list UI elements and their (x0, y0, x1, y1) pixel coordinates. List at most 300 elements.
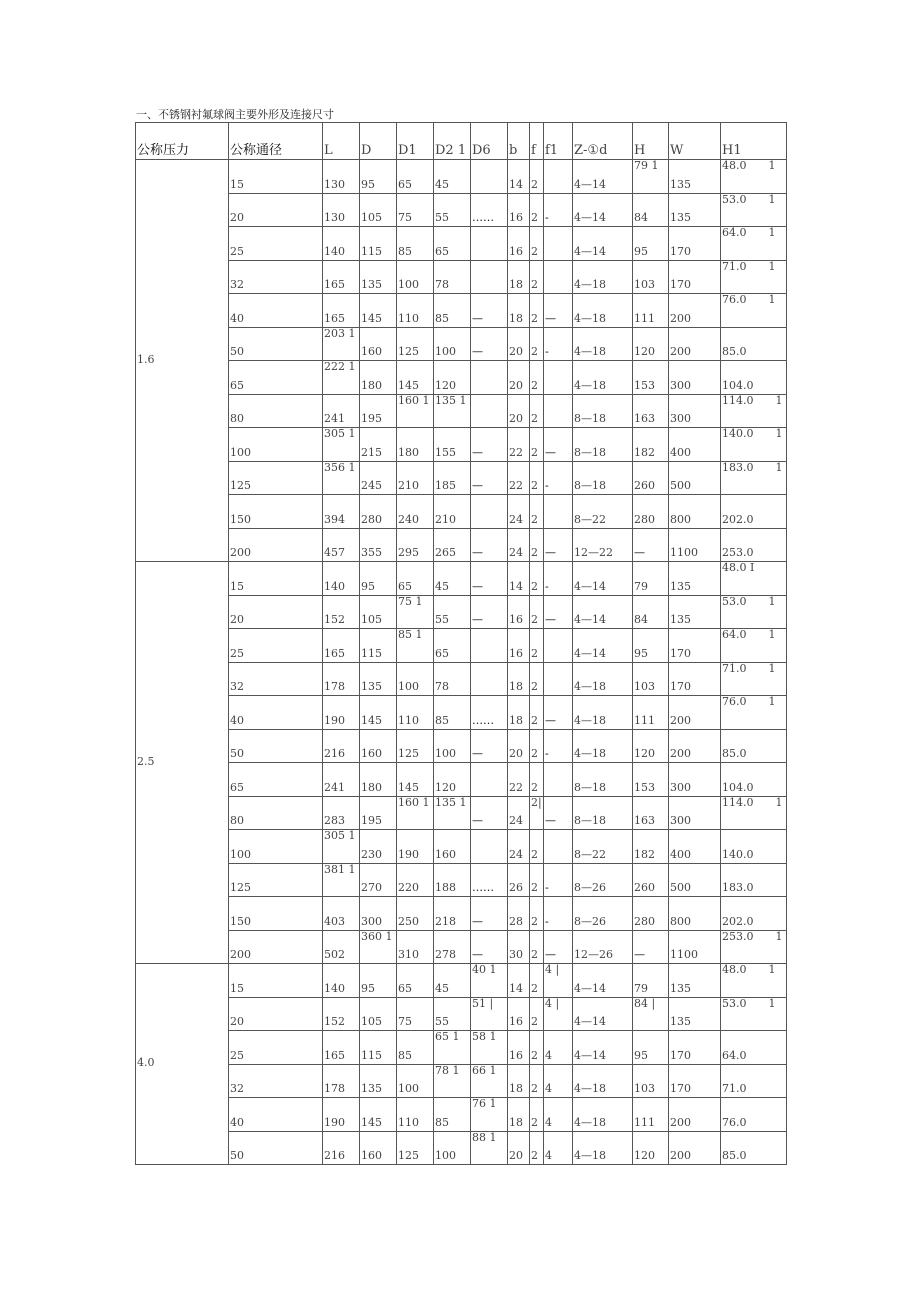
cell-nominal-pressure: 4.0 (136, 964, 229, 1165)
cell-w: 500 (669, 863, 721, 897)
cell-h: 79 1 (633, 160, 669, 194)
cell-f1: - (544, 863, 573, 897)
cell-h1: 53.0 1 (721, 997, 787, 1031)
cell-b: 18 (508, 260, 530, 294)
cell-f1: 4 (544, 1064, 573, 1098)
cell-d2: 78 (434, 662, 471, 696)
cell-d: 230 (360, 830, 397, 864)
cell-f1: - (544, 729, 573, 763)
cell-h: 111 (633, 294, 669, 328)
cell-h: 84 (633, 193, 669, 227)
cell-bolts: 4—14 (573, 562, 633, 596)
cell-l: 457 (323, 528, 360, 562)
header-b: b (508, 123, 530, 160)
cell-bolts: 8—18 (573, 428, 633, 462)
table-row (136, 930, 787, 964)
cell-l: 178 (323, 1064, 360, 1098)
cell-b: 20 (508, 327, 530, 361)
cell-w: 170 (669, 662, 721, 696)
cell-f1 (544, 260, 573, 294)
cell-f: 2 (530, 160, 544, 194)
cell-d: 105 (360, 595, 397, 629)
cell-l: 178 (323, 662, 360, 696)
cell-h1: 53.0 1 (721, 193, 787, 227)
cell-b: 24 (508, 528, 530, 562)
cell-d2: 218 (434, 897, 471, 931)
cell-b: 28 (508, 897, 530, 931)
cell-h1: 183.0 (721, 863, 787, 897)
cell-bolts: 4—18 (573, 729, 633, 763)
cell-h: 163 (633, 394, 669, 428)
cell-h: 95 (633, 227, 669, 261)
cell-f1: 4 (544, 1131, 573, 1165)
cell-l: 165 (323, 294, 360, 328)
cell-b: 18 (508, 294, 530, 328)
cell-f: 2 (530, 327, 544, 361)
cell-b: 16 (508, 227, 530, 261)
header-f1: f1 (544, 123, 573, 160)
header-h: H (633, 123, 669, 160)
cell-bolts: 4—14 (573, 629, 633, 663)
cell-bolts: 4—14 (573, 595, 633, 629)
header-nominal-diameter: 公称通径 (229, 123, 323, 160)
cell-f1 (544, 662, 573, 696)
cell-b: 22 (508, 461, 530, 495)
table-row (136, 361, 787, 395)
cell-w: 135 (669, 964, 721, 998)
table-row (136, 696, 787, 730)
cell-f: 2 (530, 629, 544, 663)
cell-h: 182 (633, 428, 669, 462)
cell-d2: 188 (434, 863, 471, 897)
cell-d: 160 (360, 327, 397, 361)
cell-w: 300 (669, 361, 721, 395)
table-row (136, 796, 787, 830)
cell-f: 2 (530, 897, 544, 931)
cell-f: 2 (530, 729, 544, 763)
cell-d6 (471, 260, 508, 294)
cell-d6 (471, 495, 508, 529)
cell-d: 355 (360, 528, 397, 562)
table-row (136, 528, 787, 562)
cell-d6 (471, 160, 508, 194)
page-title: 一、不锈钢衬氟球阀主要外形及连接尺寸 (136, 108, 334, 121)
cell-h1: 71.0 (721, 1064, 787, 1098)
table-row (136, 260, 787, 294)
cell-f: 2 (530, 662, 544, 696)
cell-bolts: 8—22 (573, 830, 633, 864)
table-row (136, 662, 787, 696)
cell-w: 135 (669, 997, 721, 1031)
cell-d1: 110 (397, 696, 434, 730)
cell-w: 300 (669, 394, 721, 428)
cell-l: 241 (323, 394, 360, 428)
cell-d1: 125 (397, 1131, 434, 1165)
cell-dn: 125 (229, 461, 323, 495)
cell-l: 241 (323, 763, 360, 797)
cell-b: 16 (508, 997, 530, 1031)
cell-bolts: 8—18 (573, 763, 633, 797)
cell-d2: 100 (434, 729, 471, 763)
cell-f1: — (544, 294, 573, 328)
cell-dn: 32 (229, 1064, 323, 1098)
cell-d6: 40 1 (471, 964, 508, 998)
cell-d: 245 (360, 461, 397, 495)
cell-d6 (471, 763, 508, 797)
cell-bolts: 4—18 (573, 662, 633, 696)
cell-f: 2 (530, 964, 544, 998)
cell-d1: 190 (397, 830, 434, 864)
cell-d: 180 (360, 361, 397, 395)
header-d1: D1 (397, 123, 434, 160)
cell-l: 305 1 (323, 830, 360, 864)
cell-h: 120 (633, 729, 669, 763)
table-row (136, 227, 787, 261)
cell-l: 216 (323, 729, 360, 763)
cell-dn: 20 (229, 997, 323, 1031)
table-row (136, 1064, 787, 1098)
cell-l: 152 (323, 595, 360, 629)
cell-h1: 253.0 (721, 528, 787, 562)
cell-d1: 85 (397, 1031, 434, 1065)
cell-d1: 75 (397, 193, 434, 227)
cell-d1: 110 (397, 1098, 434, 1132)
cell-w: 135 (669, 193, 721, 227)
cell-d2: 45 (434, 964, 471, 998)
cell-d1: 65 (397, 964, 434, 998)
cell-d1: 210 (397, 461, 434, 495)
cell-h: 111 (633, 1098, 669, 1132)
cell-h1: 253.0 1 (721, 930, 787, 964)
cell-d2: 100 (434, 327, 471, 361)
cell-b: 18 (508, 1098, 530, 1132)
cell-l: 140 (323, 562, 360, 596)
cell-h1: 85.0 (721, 729, 787, 763)
cell-h1: 64.0 1 (721, 629, 787, 663)
cell-dn: 15 (229, 562, 323, 596)
cell-d6: — (471, 595, 508, 629)
cell-d6: 58 1 (471, 1031, 508, 1065)
cell-d1: 75 (397, 997, 434, 1031)
cell-d6: — (471, 562, 508, 596)
cell-d6: …… (471, 696, 508, 730)
cell-d: 105 (360, 193, 397, 227)
cell-d2: 78 (434, 260, 471, 294)
table-row (136, 729, 787, 763)
cell-h: 163 (633, 796, 669, 830)
cell-d: 195 (360, 796, 397, 830)
cell-bolts: 4—18 (573, 1064, 633, 1098)
cell-dn: 15 (229, 964, 323, 998)
cell-l: 140 (323, 227, 360, 261)
cell-h1: 140.0 (721, 830, 787, 864)
cell-f: 2| (530, 796, 544, 830)
cell-d: 95 (360, 160, 397, 194)
cell-f: 2 (530, 1131, 544, 1165)
cell-bolts: 4—14 (573, 964, 633, 998)
cell-d6: — (471, 327, 508, 361)
table-row (136, 1098, 787, 1132)
cell-dn: 25 (229, 1031, 323, 1065)
cell-bolts: 4—18 (573, 696, 633, 730)
cell-w: 300 (669, 763, 721, 797)
cell-h1: 202.0 (721, 495, 787, 529)
cell-d2: 78 1 (434, 1064, 471, 1098)
cell-dn: 25 (229, 227, 323, 261)
header-nominal-pressure: 公称压力 (136, 123, 229, 160)
cell-l: 152 (323, 997, 360, 1031)
cell-f1: — (544, 796, 573, 830)
table-row (136, 629, 787, 663)
cell-dn: 40 (229, 294, 323, 328)
cell-b: 20 (508, 394, 530, 428)
cell-d1: 180 (397, 428, 434, 462)
table-row (136, 863, 787, 897)
cell-d2: 85 (434, 294, 471, 328)
cell-h1: 114.0 1 (721, 394, 787, 428)
cell-l: 140 (323, 964, 360, 998)
table-row (136, 160, 787, 194)
header-w: W (669, 123, 721, 160)
table-body (136, 123, 787, 1165)
cell-d1: 250 (397, 897, 434, 931)
table-row (136, 495, 787, 529)
cell-d6: — (471, 294, 508, 328)
cell-f1 (544, 629, 573, 663)
cell-h1: 48.0 I (721, 562, 787, 596)
cell-h: 103 (633, 662, 669, 696)
cell-d6: — (471, 930, 508, 964)
cell-f1 (544, 394, 573, 428)
cell-f1 (544, 495, 573, 529)
cell-f1: - (544, 193, 573, 227)
cell-d: 95 (360, 964, 397, 998)
cell-bolts: 4—18 (573, 361, 633, 395)
cell-d: 135 (360, 662, 397, 696)
cell-d1: 240 (397, 495, 434, 529)
table-row (136, 428, 787, 462)
cell-d1: 160 1 (397, 394, 434, 428)
cell-d6: …… (471, 193, 508, 227)
cell-f1: 4 (544, 1098, 573, 1132)
cell-d: 105 (360, 997, 397, 1031)
cell-bolts: 4—18 (573, 260, 633, 294)
dimension-table (135, 122, 787, 1165)
cell-d6: — (471, 796, 508, 830)
cell-w: 400 (669, 428, 721, 462)
cell-bolts: 8—26 (573, 897, 633, 931)
cell-f1 (544, 227, 573, 261)
table-row (136, 562, 787, 596)
cell-dn: 25 (229, 629, 323, 663)
cell-h: 260 (633, 863, 669, 897)
cell-b: 18 (508, 662, 530, 696)
cell-h1: 140.0 1 (721, 428, 787, 462)
cell-h: 79 (633, 964, 669, 998)
cell-f1: — (544, 428, 573, 462)
cell-d1: 85 (397, 227, 434, 261)
cell-d1: 295 (397, 528, 434, 562)
cell-f: 2 (530, 863, 544, 897)
cell-b: 20 (508, 729, 530, 763)
cell-bolts: 8—22 (573, 495, 633, 529)
cell-w: 400 (669, 830, 721, 864)
cell-f1: — (544, 528, 573, 562)
cell-h1: 202.0 (721, 897, 787, 931)
cell-d1: 100 (397, 260, 434, 294)
cell-dn: 50 (229, 729, 323, 763)
cell-d1: 145 (397, 763, 434, 797)
cell-f: 2 (530, 428, 544, 462)
cell-d: 145 (360, 696, 397, 730)
cell-d6: — (471, 729, 508, 763)
cell-w: 170 (669, 1031, 721, 1065)
cell-d6: — (471, 528, 508, 562)
table-row (136, 394, 787, 428)
cell-f: 2 (530, 394, 544, 428)
cell-d: 115 (360, 629, 397, 663)
cell-dn: 150 (229, 495, 323, 529)
cell-h1: 64.0 1 (721, 227, 787, 261)
cell-w: 500 (669, 461, 721, 495)
cell-d1: 125 (397, 729, 434, 763)
cell-f: 2 (530, 260, 544, 294)
cell-l: 165 (323, 260, 360, 294)
cell-b: 14 (508, 160, 530, 194)
cell-bolts: 8—18 (573, 796, 633, 830)
cell-l: 381 1 (323, 863, 360, 897)
cell-d2: 265 (434, 528, 471, 562)
cell-h: 280 (633, 495, 669, 529)
cell-d1: 100 (397, 1064, 434, 1098)
cell-w: 135 (669, 595, 721, 629)
cell-f: 2 (530, 1031, 544, 1065)
cell-f1: - (544, 897, 573, 931)
cell-dn: 200 (229, 930, 323, 964)
cell-f: 2 (530, 461, 544, 495)
cell-d2: 55 (434, 595, 471, 629)
cell-h1: 53.0 1 (721, 595, 787, 629)
cell-d6: 88 1 (471, 1131, 508, 1165)
header-row (136, 123, 787, 160)
cell-w: 200 (669, 696, 721, 730)
header-d: D (360, 123, 397, 160)
cell-h: 153 (633, 763, 669, 797)
table-row (136, 294, 787, 328)
cell-d: 160 (360, 1131, 397, 1165)
cell-w: 170 (669, 227, 721, 261)
cell-b: 22 (508, 763, 530, 797)
cell-d2: 278 (434, 930, 471, 964)
cell-d2: 160 (434, 830, 471, 864)
cell-h1: 71.0 1 (721, 260, 787, 294)
cell-h: 111 (633, 696, 669, 730)
cell-l: 190 (323, 1098, 360, 1132)
cell-b: 22 (508, 428, 530, 462)
cell-f1: - (544, 461, 573, 495)
table-row (136, 997, 787, 1031)
cell-d6: — (471, 897, 508, 931)
cell-d: 95 (360, 562, 397, 596)
cell-d6: 66 1 (471, 1064, 508, 1098)
cell-w: 200 (669, 1098, 721, 1132)
cell-d6 (471, 394, 508, 428)
cell-b: 14 (508, 964, 530, 998)
cell-f: 2 (530, 763, 544, 797)
cell-h: 103 (633, 260, 669, 294)
cell-dn: 150 (229, 897, 323, 931)
cell-l: 502 (323, 930, 360, 964)
cell-d2: 185 (434, 461, 471, 495)
cell-b: 24 (508, 830, 530, 864)
cell-d1: 220 (397, 863, 434, 897)
cell-bolts: 4—18 (573, 327, 633, 361)
cell-d: 160 (360, 729, 397, 763)
cell-d: 270 (360, 863, 397, 897)
cell-dn: 50 (229, 327, 323, 361)
cell-d1: 65 (397, 562, 434, 596)
cell-f1: — (544, 696, 573, 730)
cell-f1: - (544, 327, 573, 361)
cell-h1: 183.0 1 (721, 461, 787, 495)
cell-h: — (633, 930, 669, 964)
cell-dn: 100 (229, 830, 323, 864)
cell-d: 135 (360, 1064, 397, 1098)
cell-w: 135 (669, 160, 721, 194)
cell-f: 2 (530, 495, 544, 529)
cell-d6: — (471, 428, 508, 462)
cell-d: 145 (360, 1098, 397, 1132)
cell-w: 800 (669, 495, 721, 529)
cell-b: 26 (508, 863, 530, 897)
cell-w: 170 (669, 260, 721, 294)
cell-l: 130 (323, 193, 360, 227)
cell-d2: 65 (434, 227, 471, 261)
cell-bolts: 4—18 (573, 1098, 633, 1132)
cell-d6 (471, 629, 508, 663)
cell-d6 (471, 227, 508, 261)
cell-f: 2 (530, 997, 544, 1031)
cell-w: 200 (669, 729, 721, 763)
cell-d6: …… (471, 863, 508, 897)
cell-f1: 4 (544, 1031, 573, 1065)
cell-d2: 210 (434, 495, 471, 529)
header-d2: D2 1 (434, 123, 471, 160)
cell-h: 95 (633, 629, 669, 663)
cell-bolts: 4—18 (573, 1131, 633, 1165)
cell-h: — (633, 528, 669, 562)
cell-dn: 15 (229, 160, 323, 194)
cell-h: 182 (633, 830, 669, 864)
header-h1: H1 (721, 123, 787, 160)
header-bolts: Z-①d (573, 123, 633, 160)
cell-l: 305 1 (323, 428, 360, 462)
table-row (136, 763, 787, 797)
cell-d: 300 (360, 897, 397, 931)
cell-dn: 100 (229, 428, 323, 462)
cell-l: 165 (323, 1031, 360, 1065)
cell-d1: 85 1 (397, 629, 434, 663)
cell-f1 (544, 830, 573, 864)
table-row (136, 595, 787, 629)
table-row (136, 964, 787, 998)
cell-h1: 104.0 (721, 361, 787, 395)
cell-dn: 32 (229, 662, 323, 696)
cell-dn: 50 (229, 1131, 323, 1165)
table-row (136, 1131, 787, 1165)
cell-l: 403 (323, 897, 360, 931)
cell-h: 120 (633, 327, 669, 361)
